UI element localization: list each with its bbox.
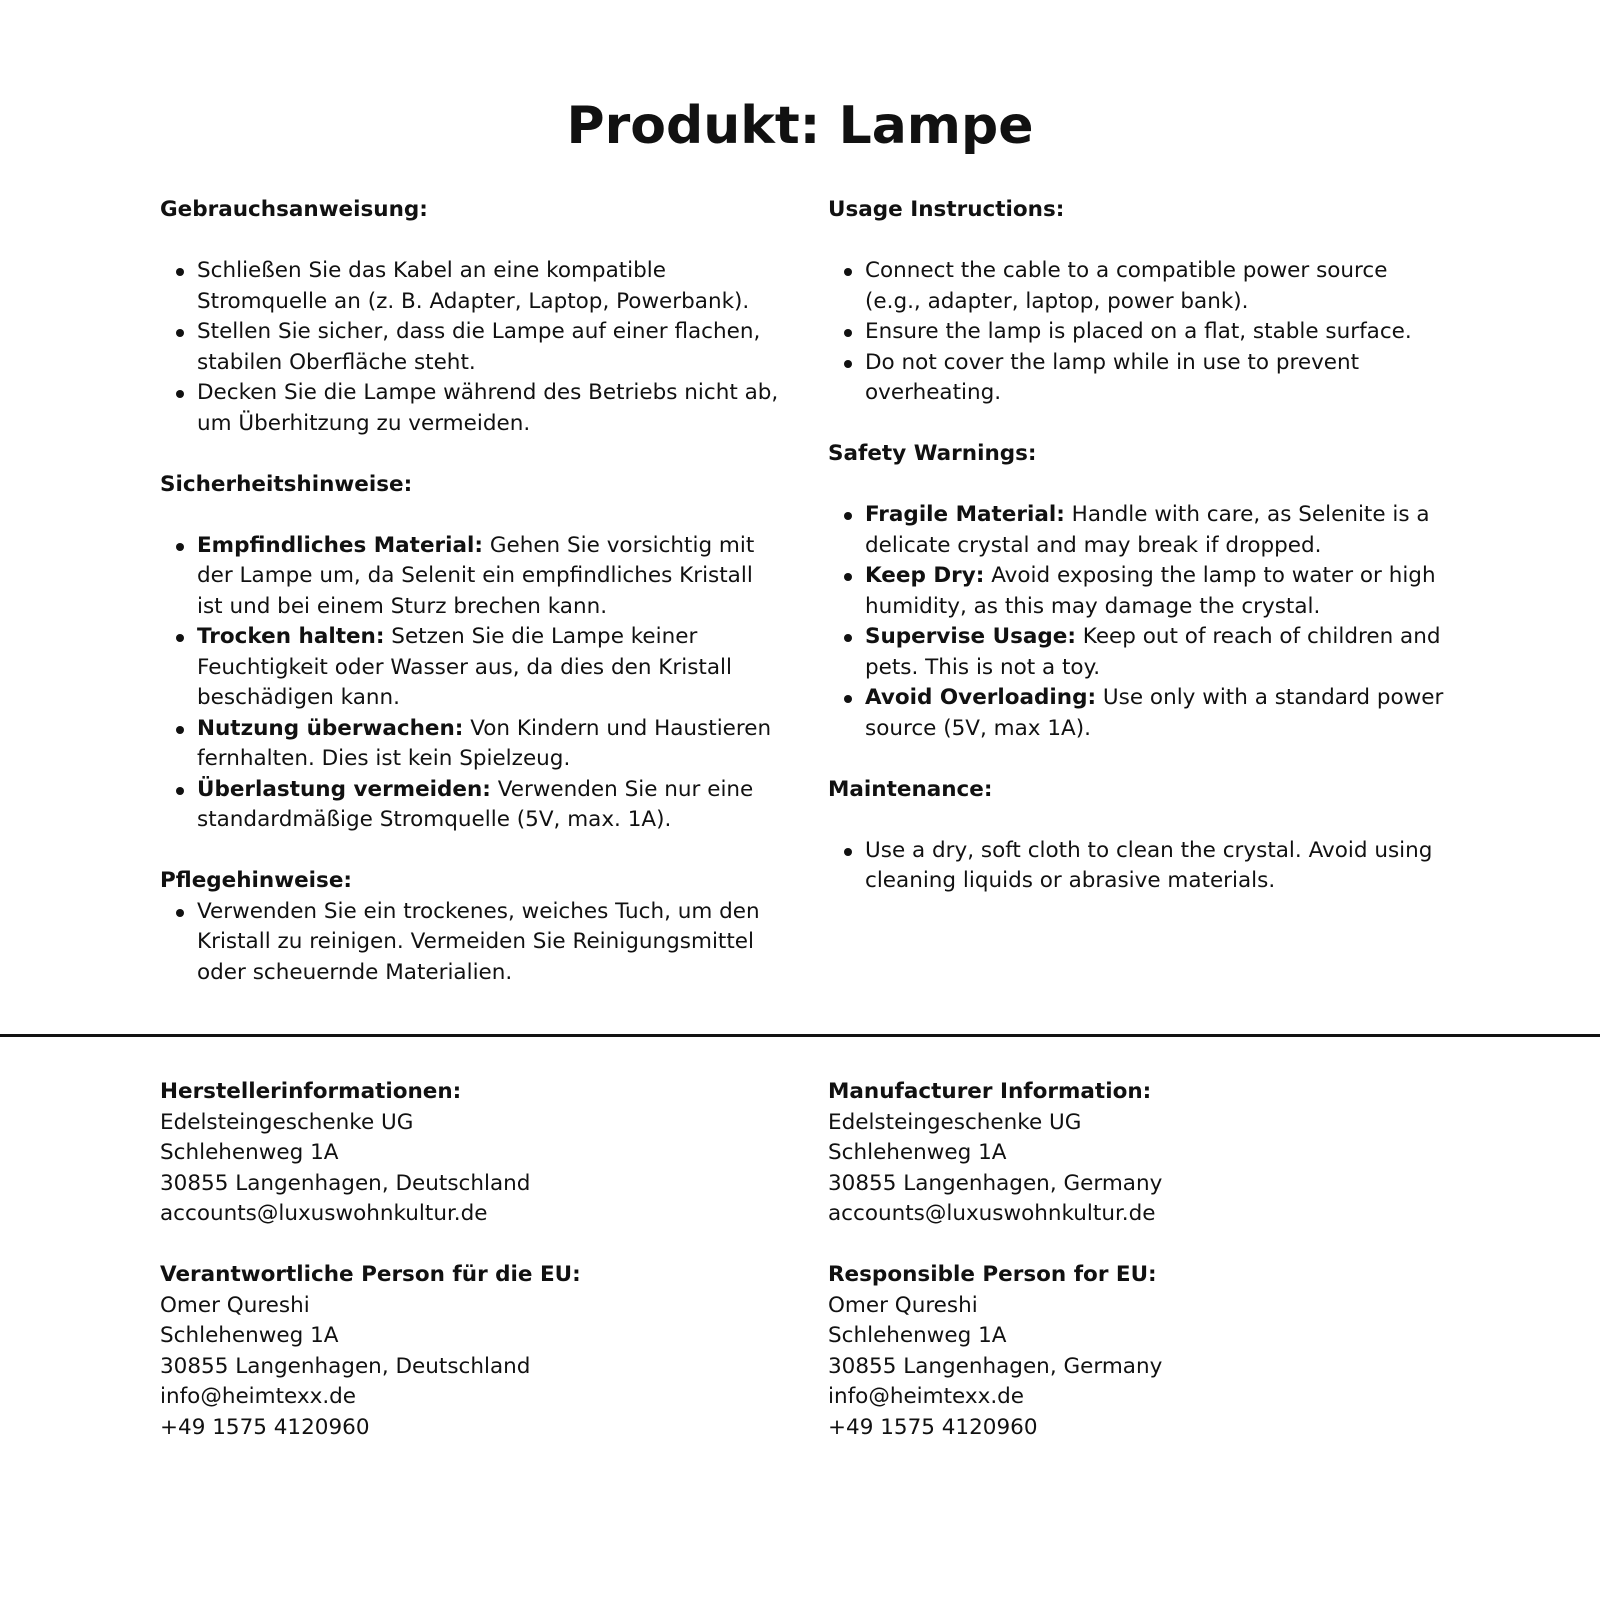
responsible-heading: Responsible Person for EU: <box>828 1262 1157 1287</box>
usage-heading: Gebrauchsanweisung: <box>160 197 428 222</box>
item-lead: Trocken halten: <box>197 624 385 649</box>
german-contact-info <box>160 1077 780 1443</box>
item-text: Gehen Sie vorsichtig mit der Lampe um, da Selenit ein empfindliches Kristall ist und bei einem Sturz brechen kann. <box>197 532 755 619</box>
manufacturer-email: accounts@luxuswohnkultur.de <box>160 1201 488 1226</box>
list-item <box>865 500 1448 561</box>
manufacturer-heading: Manufacturer Information: <box>828 1079 1152 1104</box>
responsible-street: Schlehenweg 1A <box>828 1323 1007 1348</box>
usage-heading: Usage Instructions: <box>828 197 1065 222</box>
item-text: Setzen Sie die Lampe keiner Feuchtigkeit oder Wasser aus, da dies den Kristall beschädigen kann. <box>197 624 732 710</box>
item-lead: Supervise Usage: <box>865 624 1076 649</box>
english-instructions <box>828 195 1448 897</box>
section-divider <box>0 1034 1600 1037</box>
list-item <box>197 714 780 775</box>
list-item: Stellen Sie sicher, dass die Lampe auf einer flachen, stabilen Oberfläche steht. <box>197 317 780 378</box>
item-lead: Empfindliches Material: <box>197 532 483 558</box>
safety-heading: Safety Warnings: <box>828 441 1037 466</box>
responsible-city: 30855 Langenhagen, Germany <box>828 1353 1163 1379</box>
list-item: Connect the cable to a compatible power source (e.g., adapter, laptop, power bank). <box>865 256 1448 317</box>
list-item: Use a dry, soft cloth to clean the crystal. Avoid using cleaning liquids or abrasive materials. <box>865 836 1448 897</box>
item-lead: Keep Dry: <box>865 563 985 588</box>
list-item <box>197 531 780 623</box>
manufacturer-name: Edelsteingeschenke UG <box>160 1109 414 1135</box>
item-text: Verwenden Sie nur eine standardmäßige Stromquelle (5V, max. 1A). <box>197 776 754 832</box>
care-heading: Maintenance: <box>828 776 993 802</box>
usage-list <box>160 256 780 439</box>
item-lead: Nutzung überwachen: <box>197 715 464 741</box>
manufacturer-email: accounts@luxuswohnkultur.de <box>828 1201 1156 1226</box>
responsible-heading: Verantwortliche Person für die EU: <box>160 1262 581 1287</box>
list-item: Ensure the lamp is placed on a flat, stable surface. <box>865 317 1448 348</box>
item-lead: Fragile Material: <box>865 502 1065 527</box>
usage-list <box>828 256 1448 409</box>
list-item <box>865 683 1448 744</box>
responsible-street: Schlehenweg 1A <box>160 1323 339 1348</box>
list-item <box>865 622 1448 683</box>
manufacturer-heading: Herstellerinformationen: <box>160 1079 462 1104</box>
list-item: Decken Sie die Lampe während des Betriebs nicht ab, um Überhitzung zu vermeiden. <box>197 378 780 439</box>
manufacturer-street: Schlehenweg 1A <box>828 1140 1007 1165</box>
care-list <box>828 836 1448 897</box>
responsible-email: info@heimtexx.de <box>828 1384 1025 1409</box>
item-text: Handle with care, as Selenite is a delicate crystal and may break if dropped. <box>865 502 1430 558</box>
responsible-email: info@heimtexx.de <box>160 1384 357 1409</box>
safety-list <box>828 500 1448 744</box>
responsible-name: Omer Qureshi <box>160 1292 310 1318</box>
list-item <box>197 775 780 836</box>
item-lead: Avoid Overloading: <box>865 685 1097 710</box>
care-heading: Pflegehinweise: <box>160 868 353 893</box>
manufacturer-city: 30855 Langenhagen, Deutschland <box>160 1170 531 1196</box>
list-item: Do not cover the lamp while in use to prevent overheating. <box>865 348 1448 409</box>
list-item <box>197 622 780 714</box>
manufacturer-name: Edelsteingeschenke UG <box>828 1109 1082 1135</box>
english-contact-info <box>828 1077 1448 1443</box>
responsible-name: Omer Qureshi <box>828 1292 978 1318</box>
item-text: Von Kindern und Haustieren fernhalten. Dies ist kein Spielzeug. <box>197 715 772 771</box>
responsible-city: 30855 Langenhagen, Deutschland <box>160 1353 531 1379</box>
safety-list <box>160 531 780 836</box>
care-list <box>160 897 780 989</box>
responsible-phone: +49 1575 4120960 <box>828 1414 1038 1440</box>
german-instructions <box>160 195 780 988</box>
list-item: Verwenden Sie ein trockenes, weiches Tuch, um den Kristall zu reinigen. Vermeiden Sie Reinigungsmittel oder scheuernde Materialien. <box>197 897 780 989</box>
safety-heading: Sicherheitshinweise: <box>160 471 413 497</box>
manufacturer-city: 30855 Langenhagen, Germany <box>828 1170 1163 1196</box>
list-item: Schließen Sie das Kabel an eine kompatible Stromquelle an (z. B. Adapter, Laptop, Powerbank). <box>197 256 780 317</box>
item-text: Keep out of reach of children and pets. This is not a toy. <box>865 624 1441 680</box>
list-item <box>865 561 1448 622</box>
manufacturer-street: Schlehenweg 1A <box>160 1140 339 1165</box>
page-title: Produkt: Lampe <box>566 96 1034 156</box>
item-lead: Überlastung vermeiden: <box>197 776 491 802</box>
item-text: Use only with a standard power source (5V, max 1A). <box>865 685 1444 741</box>
responsible-phone: +49 1575 4120960 <box>160 1414 370 1440</box>
item-text: Avoid exposing the lamp to water or high humidity, as this may damage the crystal. <box>865 563 1436 619</box>
